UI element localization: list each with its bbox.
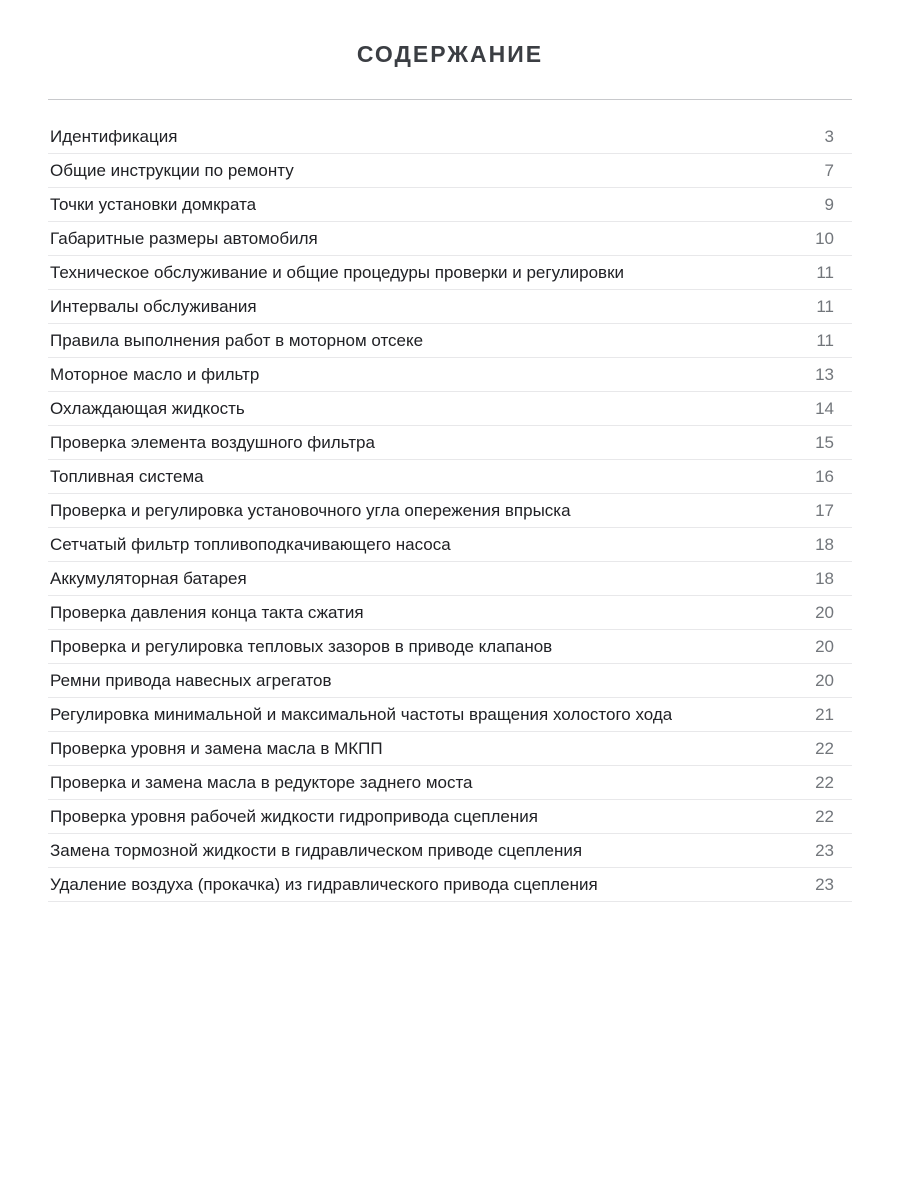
toc-entry-page: 16	[815, 466, 834, 486]
toc-entry-label: Охлаждающая жидкость	[50, 398, 245, 418]
page-title: СОДЕРЖАНИЕ	[356, 41, 544, 67]
toc-entry-label: Проверка давления конца такта сжатия	[50, 602, 364, 622]
toc-entry-label: Ремни привода навесных агрегатов	[50, 670, 332, 690]
toc-entry-page: 15	[815, 432, 834, 452]
toc-row[interactable]	[48, 766, 852, 800]
toc-row[interactable]	[48, 256, 852, 290]
toc-row[interactable]	[48, 290, 852, 324]
toc-entry-page: 22	[815, 806, 834, 826]
toc-entry-page: 22	[815, 738, 834, 758]
toc-entry-page: 21	[815, 704, 834, 724]
toc-entry-label: Проверка элемента воздушного фильтра	[50, 432, 375, 452]
toc-row[interactable]	[48, 528, 852, 562]
toc-entry-label: Техническое обслуживание и общие процедуры проверки и регулировки	[50, 262, 625, 282]
toc-entry-label: Правила выполнения работ в моторном отсеке	[50, 330, 424, 350]
toc-row[interactable]	[48, 426, 852, 460]
toc-entry-page: 11	[816, 262, 834, 282]
toc-entry-page: 18	[815, 534, 834, 554]
toc-entry-label: Габаритные размеры автомобиля	[50, 228, 318, 248]
toc-entry-page: 14	[815, 398, 834, 418]
toc-entry-page: 23	[815, 840, 834, 860]
toc-entry-page: 23	[815, 874, 834, 894]
toc-entry-label: Моторное масло и фильтр	[50, 364, 260, 384]
toc-entry-label: Общие инструкции по ремонту	[50, 160, 294, 180]
toc-entry-label: Проверка уровня и замена масла в МКПП	[50, 738, 383, 758]
toc-list	[48, 120, 852, 902]
toc-row[interactable]	[48, 392, 852, 426]
toc-entry-page: 22	[815, 772, 834, 792]
toc-entry-label: Сетчатый фильтр топливоподкачивающего насоса	[50, 534, 451, 554]
toc-row[interactable]	[48, 596, 852, 630]
title-divider	[48, 99, 852, 100]
toc-entry-page: 10	[815, 228, 834, 248]
toc-row[interactable]	[48, 664, 852, 698]
toc-entry-label: Удаление воздуха (прокачка) из гидравлического привода сцепления	[50, 874, 598, 894]
toc-row[interactable]	[48, 562, 852, 596]
toc-entry-page: 17	[815, 500, 834, 520]
toc-entry-page: 20	[815, 670, 834, 690]
toc-entry-label: Проверка и замена масла в редукторе заднего моста	[50, 772, 473, 792]
toc-entry-page: 20	[815, 602, 834, 622]
toc-entry-label: Проверка и регулировка установочного угла опережения впрыска	[50, 500, 571, 520]
toc-entry-label: Топливная система	[50, 466, 204, 486]
toc-row[interactable]	[48, 494, 852, 528]
toc-row[interactable]	[48, 222, 852, 256]
toc-entry-page: 13	[815, 364, 834, 384]
toc-entry-label: Регулировка минимальной и максимальной частоты вращения холостого хода	[50, 704, 673, 724]
toc-entry-page: 7	[824, 160, 834, 180]
toc-entry-label: Замена тормозной жидкости в гидравлическом приводе сцепления	[50, 840, 583, 860]
toc-row[interactable]	[48, 732, 852, 766]
toc-entry-page: 20	[815, 636, 834, 656]
toc-row[interactable]	[48, 800, 852, 834]
toc-entry-page: 18	[815, 568, 834, 588]
toc-entry-label: Аккумуляторная батарея	[50, 568, 247, 588]
toc-row[interactable]	[48, 868, 852, 902]
toc-row[interactable]	[48, 188, 852, 222]
toc-entry-label: Проверка и регулировка тепловых зазоров в приводе клапанов	[50, 636, 553, 656]
toc-row[interactable]	[48, 460, 852, 494]
toc-entry-label: Идентификация	[50, 126, 178, 146]
toc-row[interactable]	[48, 154, 852, 188]
toc-row[interactable]	[48, 358, 852, 392]
toc-row[interactable]	[48, 630, 852, 664]
toc-entry-label: Интервалы обслуживания	[50, 296, 257, 316]
toc-entry-label: Точки установки домкрата	[50, 194, 257, 214]
toc-row[interactable]	[48, 120, 852, 154]
toc-entry-label: Проверка уровня рабочей жидкости гидропривода сцепления	[50, 806, 538, 826]
toc-entry-page: 11	[816, 330, 834, 350]
toc-entry-page: 11	[816, 296, 834, 316]
toc-entry-page: 3	[824, 126, 834, 146]
toc-row[interactable]	[48, 324, 852, 358]
toc-row[interactable]	[48, 834, 852, 868]
toc-row[interactable]	[48, 698, 852, 732]
toc-entry-page: 9	[824, 194, 834, 214]
